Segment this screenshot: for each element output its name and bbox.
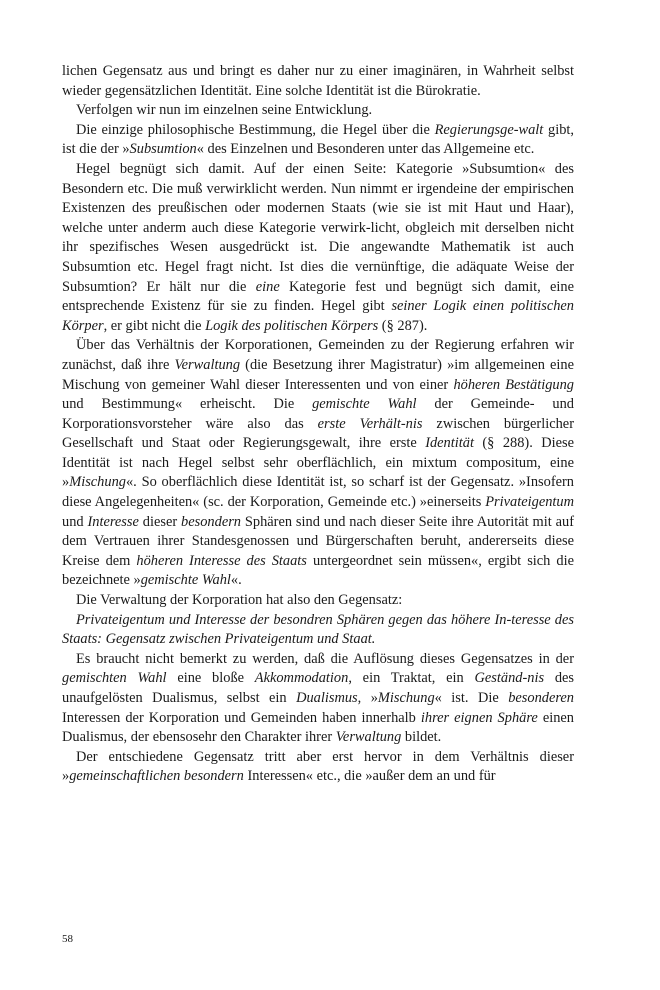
text-run: , »: [357, 690, 378, 706]
italic-run: Subsumtion: [129, 141, 197, 158]
italic-run: gemischte Wahl: [140, 572, 231, 589]
italic-run: gemeinschaftlichen besondern: [69, 768, 244, 785]
text-run: lichen Gegensatz aus und bringt es daher nur zu einer imaginären, in Wahrheit selbst wieder gegensätzlichen Identität. Eine solche Identität ist die Bürokratie.: [62, 63, 574, 99]
italic-run: Logik des politischen Körpers: [205, 317, 379, 334]
text-run: « ist. Die: [434, 690, 509, 706]
paragraph: [62, 336, 574, 591]
italic-run: erste Verhält-nis: [317, 415, 423, 432]
italic-run: Interesse: [87, 513, 139, 530]
text-run: bildet.: [401, 729, 442, 746]
italic-run: Dualismus: [296, 690, 358, 706]
text-run: Über das Verhältnis der Korporationen, Gemeinden zu der Regierung erfahren wir zunächst, daß ihre: [62, 337, 574, 373]
italic-run: Mischung: [377, 690, 435, 706]
italic-run: Akkommodation: [254, 670, 349, 687]
paragraph: [62, 591, 574, 611]
italic-run: Regierungsge-walt: [434, 121, 544, 138]
text-run: Verfolgen wir nun im einzelnen seine Entwicklung.: [76, 102, 373, 119]
italic-run: höheren Bestätigung: [453, 376, 575, 393]
italic-run: besonderen: [508, 690, 574, 706]
text-run: und: [62, 513, 88, 530]
paragraph: [62, 611, 574, 650]
text-run: Hegel begnügt sich damit. Auf der einen Seite: Kategorie »Subsumtion« des Besondern etc. Die muß verwirklicht werden. Nun nimmt er irgendeine der empirischen Existenzen des preußischen oder modernen Staats (wie sie ist mit Haut und Haar), welche unter anderm auch diese Kategorie verwirk-licht, obgleich mit derselben nicht ihr spezifisches Wesen ausgedrückt ist. Die angewandte Mathematik ist auch Subsumtion etc. Hegel fragt nicht. Ist dies die vernünftige, die adäquate Weise der Subsumtion? Er hält nur die: [62, 160, 574, 295]
text-run: Die Verwaltung der Korporation hat also den Gegensatz:: [76, 592, 403, 609]
text-run: «.: [230, 572, 242, 589]
text-run: dieser: [138, 513, 182, 530]
italic-run: seiner Logik einen politischen Körper: [62, 298, 574, 334]
italic-run: gemischte Wahl: [312, 396, 417, 413]
text-run: , er gibt nicht die: [103, 317, 206, 334]
text-run: gibt, ist die der »: [62, 121, 574, 158]
paragraph: [62, 748, 574, 787]
text-run: einen Dualismus, der ebensosehr den Charakter ihrer: [62, 709, 574, 746]
text-run: Sphären sind und nach dieser Seite ihre Autorität mit auf dem Vertrauen ihrer Standesgenossen und Bürgerschaften beruht, andererseits diese Kreise dem: [62, 513, 575, 569]
italic-run: Verwaltung: [174, 356, 241, 373]
italic-run: eine: [255, 278, 280, 295]
italic-run: Privateigentum: [485, 494, 574, 511]
text-run: Der entschiedene Gegensatz tritt aber erst hervor in dem Verhältnis dieser »: [62, 748, 574, 785]
italic-run: Geständ-nis: [474, 670, 545, 687]
paragraph: [62, 101, 574, 121]
text-run: (die Besetzung ihrer Magistratur) »im allgemeinen eine Mischung von gemeiner Wahl dieser Interessenten und von einer: [62, 356, 574, 393]
italic-run: Identität: [425, 435, 474, 452]
text-run: Kategorie fest und begnügt sich damit, eine entsprechende Existenz für sie zu finden. Hegel gibt: [62, 278, 574, 315]
page-number: 58: [62, 933, 73, 945]
italic-run: ihrer eignen Sphäre: [420, 709, 538, 726]
text-run: eine bloße: [166, 670, 255, 687]
italic-run: Privateigentum und Interesse der besondren Sphären gegen das höhere In-teresse des Staats: Gegensatz zwischen Privateigentum und Staat.: [62, 611, 574, 648]
text-run: untergeordnet sein müssen«, ergibt sich die bezeichnete »: [62, 552, 574, 589]
text-run: und Bestimmung« erheischt. Die: [62, 396, 313, 413]
text-run: (§ 288). Diese Identität ist nach Hegel selbst sehr oberflächlich, ein mixtum compositum, eine »: [62, 435, 575, 491]
text-run: « des Einzelnen und Besonderen unter das Allgemeine etc.: [196, 141, 535, 158]
text-run: Interessen der Korporation und Gemeinden haben innerhalb: [62, 709, 421, 726]
text-run: der Gemeinde- und Korporationsvorsteher wäre also das: [62, 396, 574, 432]
text-run: (§ 287).: [378, 317, 428, 334]
text-run: «. So oberflächlich diese Identität ist, so scharf ist der Gegensatz. »Insofern diese Angelegenheiten« (sc. der Korporation, Gemeinde etc.) »einerseits: [62, 474, 574, 511]
paragraph: [62, 121, 574, 160]
text-run: , ein Traktat, ein: [348, 670, 475, 687]
italic-run: gemischten Wahl: [62, 670, 167, 687]
paragraph: [62, 62, 574, 101]
text-run: zwischen bürgerlicher Gesellschaft und Staat oder Regierungsgewalt, ihre erste: [62, 415, 574, 452]
text-run: Es braucht nicht bemerkt zu werden, daß die Auflösung dieses Gegensatzes in der: [76, 650, 574, 667]
body-text: [62, 62, 574, 787]
italic-run: Mischung: [69, 474, 126, 491]
text-run: des unaufgelösten Dualismus, selbst ein: [62, 670, 575, 706]
text-run: Die einzige philosophische Bestimmung, die Hegel über die: [76, 121, 435, 138]
italic-run: Verwaltung: [335, 729, 402, 746]
italic-run: besondern: [181, 513, 241, 530]
italic-run: höheren Interesse des Staats: [136, 552, 307, 569]
paragraph: [62, 160, 574, 336]
paragraph: [62, 650, 574, 748]
text-run: Interessen« etc., die »außer dem an und für: [243, 768, 496, 785]
